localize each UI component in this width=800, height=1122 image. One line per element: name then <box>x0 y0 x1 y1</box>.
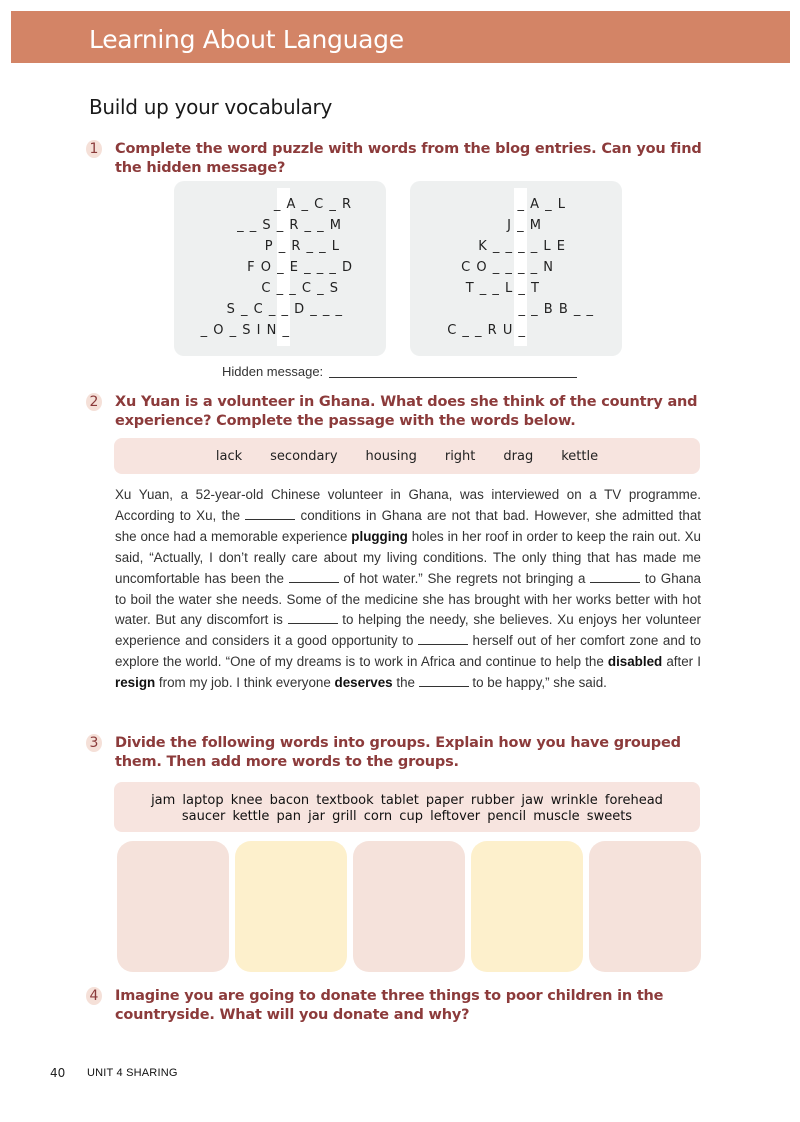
puzzle-row: _ _ B B _ _ <box>518 302 594 317</box>
puzzle-row: T _ _ L _ T <box>465 281 540 296</box>
page-number: 40 <box>50 1066 66 1080</box>
question-text: Complete the word puzzle with words from the blog entries. Can you find the hidden message? <box>115 141 702 176</box>
bold-word: disabled <box>607 654 663 670</box>
page-title: Learning About Language <box>89 25 404 54</box>
puzzle-row: C O _ _ _ _ N <box>461 260 554 275</box>
word-list-line: saucer kettle pan jar grill corn cup leftover pencil muscle sweets <box>181 809 633 824</box>
word-bank-item: kettle <box>561 449 599 464</box>
word-list-line: jam laptop knee bacon textbook tablet paper rubber jaw wrinkle forehead <box>151 793 663 808</box>
puzzle-row: K _ _ _ _ L E <box>478 239 566 254</box>
puzzle-row: _ _ S _ R _ _ M <box>237 218 342 233</box>
puzzle-row: S _ C _ _ D _ _ _ <box>226 302 343 317</box>
word-puzzle-left <box>174 181 386 356</box>
answer-blank[interactable] <box>289 570 339 583</box>
bold-word: deserves <box>334 675 393 691</box>
group-box-5[interactable] <box>589 841 701 972</box>
question-text: Imagine you are going to donate three things to poor children in the countryside. What will you donate and why? <box>115 988 664 1023</box>
answer-blank[interactable] <box>419 674 469 687</box>
word-bank-item: lack <box>215 449 243 464</box>
unit-label: UNIT 4 SHARING <box>87 1067 178 1079</box>
bold-word: resign <box>115 675 156 691</box>
puzzle-row: _ A _ C _ R <box>273 197 352 212</box>
question-number: 3 <box>86 734 102 752</box>
answer-blank[interactable] <box>418 632 468 645</box>
passage-text: Xu Yuan, a 52-year-old Chinese volunteer in Ghana, was interviewed on a TV programme. According to Xu, the conditions in Ghana are not that bad. However, she admitted that she once had a memorable experience plugging holes in her roof in order to keep the rain out. Xu said, “Actually, I don’t really care about my living conditions. The only thing that has made me uncomfortable has been the of hot water.” She regrets not bringing a to Ghana to boil the water she needs. Some of the medicine she has brought with her works better with hot water. But any discomfort is to helping the needy, she believes. Xu enjoys her volunteer experience and considers it a good opportunity to herself out of her comfort zone and to explore the world. “One of my dreams is to work in Africa and continue to help the disabled after I resign from my job. I think everyone deserves the to be happy,” she said. <box>115 487 701 691</box>
puzzle-row: _ A _ L <box>517 197 566 212</box>
word-bank-item: housing <box>365 449 417 464</box>
question-text: Divide the following words into groups. Explain how you have grouped them. Then add more words to the groups. <box>115 735 681 770</box>
word-bank-item: drag <box>503 449 534 464</box>
word-bank-item: secondary <box>270 449 338 464</box>
answer-blank[interactable] <box>288 611 338 624</box>
puzzle-row: P _ R _ _ L <box>264 239 340 254</box>
question-number: 4 <box>86 987 102 1005</box>
word-bank-item: right <box>444 449 476 464</box>
word-bank-q3 <box>114 782 700 832</box>
puzzle-row: F O _ E _ _ _ D <box>247 260 353 275</box>
group-box-2[interactable] <box>235 841 347 972</box>
hidden-message-label: Hidden message: <box>222 364 324 379</box>
group-box-1[interactable] <box>117 841 229 972</box>
puzzle-row: J _ M <box>507 218 542 233</box>
hidden-message-answer-line[interactable] <box>329 377 577 378</box>
bold-word: plugging <box>351 528 408 544</box>
group-box-3[interactable] <box>353 841 465 972</box>
answer-blank[interactable] <box>590 570 640 583</box>
puzzle-row: C _ _ R U _ <box>447 323 526 338</box>
section-title: Build up your vocabulary <box>89 95 332 119</box>
question-number: 1 <box>86 140 102 158</box>
answer-blank[interactable] <box>245 507 295 520</box>
puzzle-row: _ O _ S I N _ <box>200 323 290 338</box>
group-box-4[interactable] <box>471 841 583 972</box>
question-text: Xu Yuan is a volunteer in Ghana. What does she think of the country and experience? Complete the passage with the words below. <box>115 394 698 429</box>
word-bank-q2 <box>114 438 700 474</box>
question-number: 2 <box>86 393 102 411</box>
word-puzzle-right <box>410 181 622 356</box>
puzzle-row: C _ _ C _ S <box>261 281 339 296</box>
